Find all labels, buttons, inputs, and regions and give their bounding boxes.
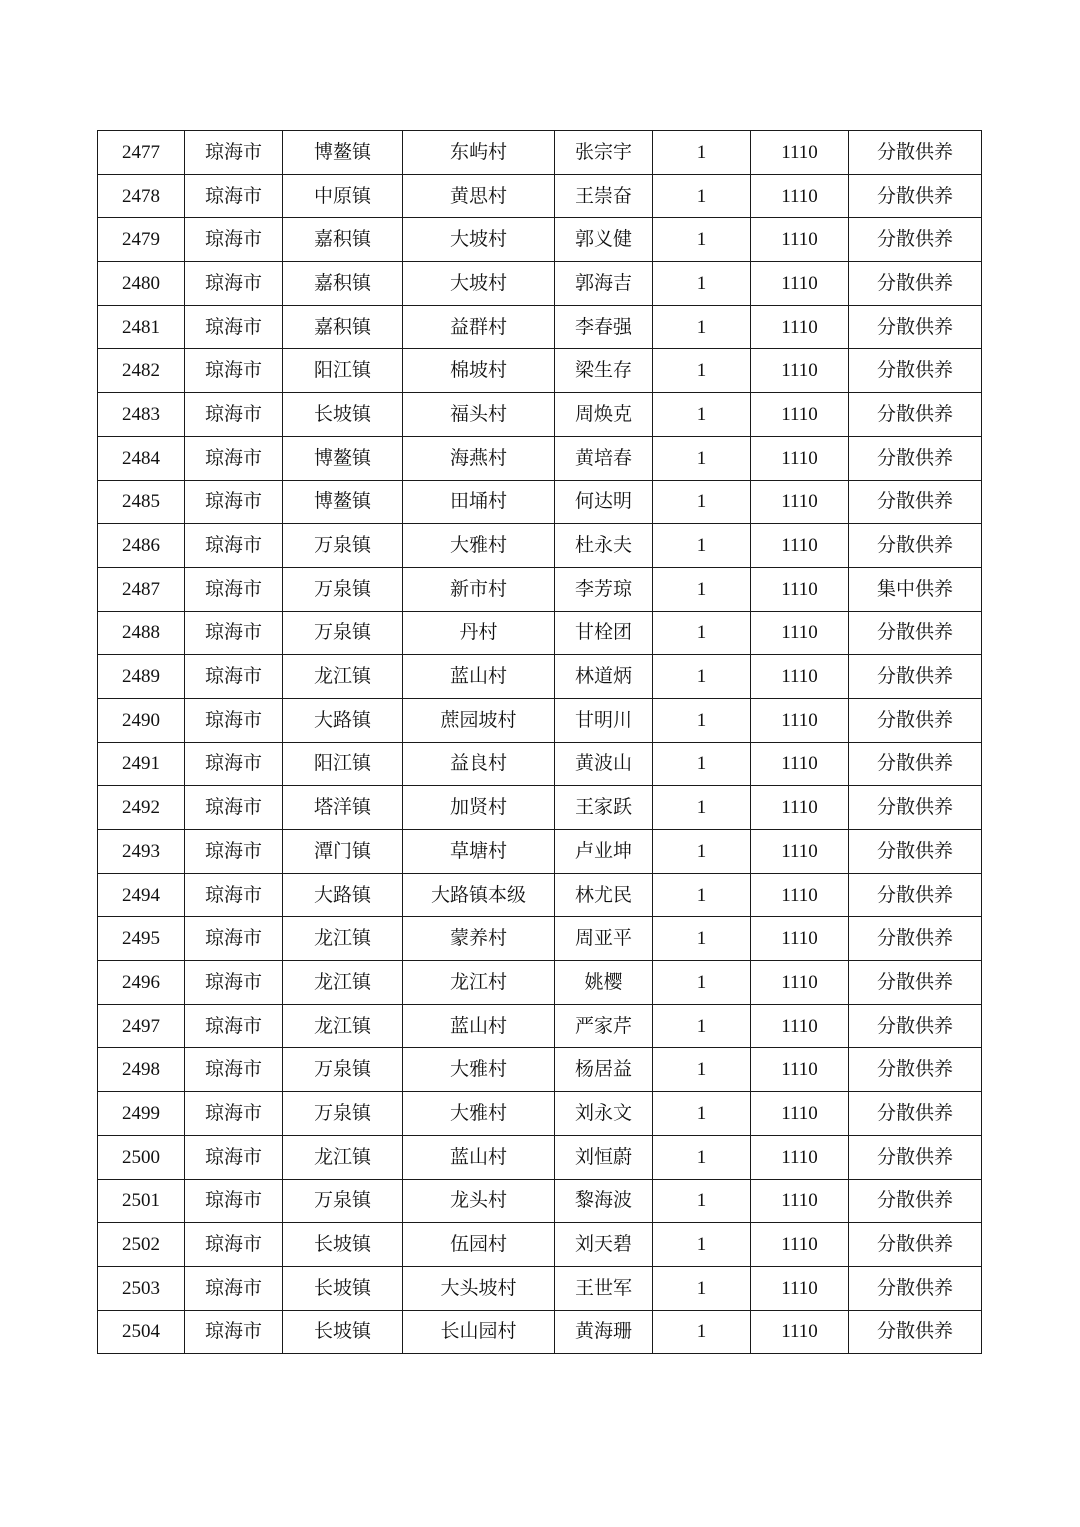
cell-person-name: 甘明川	[555, 698, 653, 742]
cell-city: 琼海市	[185, 917, 283, 961]
cell-city: 琼海市	[185, 131, 283, 175]
table-row	[98, 1092, 982, 1136]
cell-support-type: 分散供养	[849, 830, 982, 874]
cell-serial-number: 2483	[98, 393, 185, 437]
cell-serial-number: 2477	[98, 131, 185, 175]
cell-village: 大路镇本级	[403, 873, 555, 917]
cell-person-name: 严家芹	[555, 1004, 653, 1048]
cell-city: 琼海市	[185, 961, 283, 1005]
cell-village: 大雅村	[403, 1048, 555, 1092]
cell-person-name: 卢业坤	[555, 830, 653, 874]
cell-village: 海燕村	[403, 436, 555, 480]
cell-town: 万泉镇	[283, 1092, 403, 1136]
cell-support-type: 分散供养	[849, 262, 982, 306]
cell-city: 琼海市	[185, 786, 283, 830]
cell-village: 大坡村	[403, 218, 555, 262]
cell-support-type: 分散供养	[849, 1266, 982, 1310]
cell-support-type: 分散供养	[849, 1092, 982, 1136]
cell-village: 丹村	[403, 611, 555, 655]
cell-count: 1	[653, 917, 751, 961]
table-row	[98, 698, 982, 742]
cell-serial-number: 2504	[98, 1310, 185, 1354]
cell-count: 1	[653, 1266, 751, 1310]
cell-city: 琼海市	[185, 1310, 283, 1354]
cell-amount: 1110	[751, 1004, 849, 1048]
cell-count: 1	[653, 524, 751, 568]
cell-amount: 1110	[751, 305, 849, 349]
cell-serial-number: 2493	[98, 830, 185, 874]
cell-serial-number: 2480	[98, 262, 185, 306]
cell-town: 龙江镇	[283, 1135, 403, 1179]
cell-city: 琼海市	[185, 742, 283, 786]
cell-town: 万泉镇	[283, 611, 403, 655]
cell-city: 琼海市	[185, 873, 283, 917]
cell-town: 万泉镇	[283, 1048, 403, 1092]
cell-support-type: 分散供养	[849, 1179, 982, 1223]
cell-city: 琼海市	[185, 830, 283, 874]
cell-amount: 1110	[751, 349, 849, 393]
cell-serial-number: 2494	[98, 873, 185, 917]
cell-count: 1	[653, 698, 751, 742]
table-row	[98, 1179, 982, 1223]
table-row	[98, 611, 982, 655]
cell-support-type: 分散供养	[849, 742, 982, 786]
cell-count: 1	[653, 567, 751, 611]
cell-count: 1	[653, 655, 751, 699]
table-row	[98, 1004, 982, 1048]
cell-person-name: 刘恒蔚	[555, 1135, 653, 1179]
cell-village: 东屿村	[403, 131, 555, 175]
cell-person-name: 刘天碧	[555, 1223, 653, 1267]
cell-person-name: 甘栓团	[555, 611, 653, 655]
cell-city: 琼海市	[185, 1004, 283, 1048]
table-row	[98, 393, 982, 437]
cell-village: 加贤村	[403, 786, 555, 830]
cell-amount: 1110	[751, 961, 849, 1005]
cell-count: 1	[653, 393, 751, 437]
table-row	[98, 1310, 982, 1354]
cell-town: 嘉积镇	[283, 262, 403, 306]
cell-village: 蓝山村	[403, 655, 555, 699]
cell-amount: 1110	[751, 131, 849, 175]
cell-support-type: 分散供养	[849, 349, 982, 393]
cell-town: 龙江镇	[283, 655, 403, 699]
cell-town: 博鳌镇	[283, 480, 403, 524]
cell-support-type: 分散供养	[849, 961, 982, 1005]
cell-town: 万泉镇	[283, 567, 403, 611]
cell-village: 蒙养村	[403, 917, 555, 961]
cell-support-type: 分散供养	[849, 305, 982, 349]
cell-village: 大头坡村	[403, 1266, 555, 1310]
cell-count: 1	[653, 1223, 751, 1267]
cell-count: 1	[653, 961, 751, 1005]
cell-amount: 1110	[751, 567, 849, 611]
cell-support-type: 集中供养	[849, 567, 982, 611]
cell-village: 长山园村	[403, 1310, 555, 1354]
cell-count: 1	[653, 262, 751, 306]
cell-person-name: 郭义健	[555, 218, 653, 262]
table-row	[98, 218, 982, 262]
cell-count: 1	[653, 742, 751, 786]
cell-count: 1	[653, 873, 751, 917]
cell-person-name: 周亚平	[555, 917, 653, 961]
table-row	[98, 655, 982, 699]
cell-support-type: 分散供养	[849, 174, 982, 218]
cell-serial-number: 2491	[98, 742, 185, 786]
cell-serial-number: 2496	[98, 961, 185, 1005]
cell-support-type: 分散供养	[849, 698, 982, 742]
cell-person-name: 黄波山	[555, 742, 653, 786]
cell-support-type: 分散供养	[849, 917, 982, 961]
cell-person-name: 姚樱	[555, 961, 653, 1005]
cell-serial-number: 2487	[98, 567, 185, 611]
cell-city: 琼海市	[185, 1266, 283, 1310]
cell-support-type: 分散供养	[849, 480, 982, 524]
cell-serial-number: 2503	[98, 1266, 185, 1310]
cell-amount: 1110	[751, 436, 849, 480]
cell-serial-number: 2502	[98, 1223, 185, 1267]
cell-person-name: 李芳琼	[555, 567, 653, 611]
table-row	[98, 830, 982, 874]
cell-count: 1	[653, 218, 751, 262]
cell-count: 1	[653, 1135, 751, 1179]
cell-city: 琼海市	[185, 1048, 283, 1092]
cell-count: 1	[653, 1004, 751, 1048]
cell-town: 阳江镇	[283, 742, 403, 786]
cell-serial-number: 2484	[98, 436, 185, 480]
cell-person-name: 杜永夫	[555, 524, 653, 568]
table-row	[98, 480, 982, 524]
cell-count: 1	[653, 1310, 751, 1354]
cell-support-type: 分散供养	[849, 131, 982, 175]
cell-serial-number: 2498	[98, 1048, 185, 1092]
cell-village: 益群村	[403, 305, 555, 349]
cell-person-name: 张宗宇	[555, 131, 653, 175]
cell-amount: 1110	[751, 917, 849, 961]
cell-city: 琼海市	[185, 1179, 283, 1223]
cell-village: 黄思村	[403, 174, 555, 218]
cell-town: 龙江镇	[283, 917, 403, 961]
cell-amount: 1110	[751, 393, 849, 437]
cell-city: 琼海市	[185, 218, 283, 262]
table-row	[98, 1048, 982, 1092]
cell-amount: 1110	[751, 1223, 849, 1267]
roster-table	[97, 130, 982, 1354]
cell-person-name: 王家跃	[555, 786, 653, 830]
cell-person-name: 林尤民	[555, 873, 653, 917]
cell-support-type: 分散供养	[849, 1048, 982, 1092]
cell-count: 1	[653, 786, 751, 830]
cell-town: 万泉镇	[283, 524, 403, 568]
cell-count: 1	[653, 349, 751, 393]
table-row	[98, 961, 982, 1005]
cell-support-type: 分散供养	[849, 1004, 982, 1048]
cell-town: 龙江镇	[283, 1004, 403, 1048]
cell-town: 塔洋镇	[283, 786, 403, 830]
cell-town: 大路镇	[283, 698, 403, 742]
cell-city: 琼海市	[185, 567, 283, 611]
cell-count: 1	[653, 480, 751, 524]
cell-amount: 1110	[751, 830, 849, 874]
cell-count: 1	[653, 611, 751, 655]
cell-person-name: 郭海吉	[555, 262, 653, 306]
cell-city: 琼海市	[185, 611, 283, 655]
cell-town: 长坡镇	[283, 393, 403, 437]
cell-support-type: 分散供养	[849, 1310, 982, 1354]
cell-village: 伍园村	[403, 1223, 555, 1267]
cell-amount: 1110	[751, 698, 849, 742]
cell-serial-number: 2497	[98, 1004, 185, 1048]
cell-city: 琼海市	[185, 262, 283, 306]
cell-village: 福头村	[403, 393, 555, 437]
cell-town: 万泉镇	[283, 1179, 403, 1223]
table-row	[98, 436, 982, 480]
cell-amount: 1110	[751, 218, 849, 262]
cell-serial-number: 2481	[98, 305, 185, 349]
table-row	[98, 131, 982, 175]
cell-village: 蔗园坡村	[403, 698, 555, 742]
cell-city: 琼海市	[185, 480, 283, 524]
cell-city: 琼海市	[185, 655, 283, 699]
cell-person-name: 周焕克	[555, 393, 653, 437]
cell-town: 大路镇	[283, 873, 403, 917]
cell-support-type: 分散供养	[849, 873, 982, 917]
cell-amount: 1110	[751, 262, 849, 306]
cell-town: 博鳌镇	[283, 436, 403, 480]
table-row	[98, 174, 982, 218]
cell-village: 益良村	[403, 742, 555, 786]
cell-city: 琼海市	[185, 698, 283, 742]
cell-village: 新市村	[403, 567, 555, 611]
table-row	[98, 1266, 982, 1310]
cell-serial-number: 2485	[98, 480, 185, 524]
cell-town: 长坡镇	[283, 1266, 403, 1310]
cell-amount: 1110	[751, 1179, 849, 1223]
cell-person-name: 王世军	[555, 1266, 653, 1310]
cell-city: 琼海市	[185, 1135, 283, 1179]
cell-village: 棉坡村	[403, 349, 555, 393]
cell-amount: 1110	[751, 524, 849, 568]
cell-city: 琼海市	[185, 524, 283, 568]
cell-count: 1	[653, 436, 751, 480]
cell-serial-number: 2486	[98, 524, 185, 568]
cell-support-type: 分散供养	[849, 1223, 982, 1267]
cell-amount: 1110	[751, 742, 849, 786]
table-row	[98, 786, 982, 830]
cell-count: 1	[653, 305, 751, 349]
cell-serial-number: 2489	[98, 655, 185, 699]
cell-serial-number: 2500	[98, 1135, 185, 1179]
roster-table-body	[98, 131, 982, 1354]
table-row	[98, 524, 982, 568]
cell-serial-number: 2482	[98, 349, 185, 393]
cell-support-type: 分散供养	[849, 1135, 982, 1179]
cell-amount: 1110	[751, 1310, 849, 1354]
cell-town: 长坡镇	[283, 1310, 403, 1354]
cell-town: 博鳌镇	[283, 131, 403, 175]
cell-town: 嘉积镇	[283, 305, 403, 349]
cell-town: 龙江镇	[283, 961, 403, 1005]
cell-town: 潭门镇	[283, 830, 403, 874]
cell-town: 长坡镇	[283, 1223, 403, 1267]
cell-city: 琼海市	[185, 393, 283, 437]
table-row	[98, 567, 982, 611]
cell-count: 1	[653, 131, 751, 175]
cell-village: 大雅村	[403, 1092, 555, 1136]
cell-serial-number: 2479	[98, 218, 185, 262]
cell-serial-number: 2495	[98, 917, 185, 961]
cell-serial-number: 2488	[98, 611, 185, 655]
cell-village: 龙头村	[403, 1179, 555, 1223]
cell-person-name: 梁生存	[555, 349, 653, 393]
cell-count: 1	[653, 1092, 751, 1136]
table-row	[98, 917, 982, 961]
cell-support-type: 分散供养	[849, 524, 982, 568]
cell-village: 蓝山村	[403, 1004, 555, 1048]
cell-amount: 1110	[751, 1092, 849, 1136]
cell-village: 蓝山村	[403, 1135, 555, 1179]
cell-serial-number: 2499	[98, 1092, 185, 1136]
cell-amount: 1110	[751, 786, 849, 830]
cell-village: 龙江村	[403, 961, 555, 1005]
cell-town: 中原镇	[283, 174, 403, 218]
table-row	[98, 1135, 982, 1179]
cell-amount: 1110	[751, 1135, 849, 1179]
cell-support-type: 分散供养	[849, 786, 982, 830]
cell-support-type: 分散供养	[849, 218, 982, 262]
cell-support-type: 分散供养	[849, 393, 982, 437]
cell-person-name: 何达明	[555, 480, 653, 524]
cell-city: 琼海市	[185, 174, 283, 218]
cell-amount: 1110	[751, 480, 849, 524]
cell-village: 大坡村	[403, 262, 555, 306]
cell-person-name: 杨居益	[555, 1048, 653, 1092]
cell-city: 琼海市	[185, 436, 283, 480]
cell-support-type: 分散供养	[849, 611, 982, 655]
cell-village: 田埇村	[403, 480, 555, 524]
cell-person-name: 黄培春	[555, 436, 653, 480]
table-row	[98, 305, 982, 349]
cell-village: 大雅村	[403, 524, 555, 568]
cell-amount: 1110	[751, 873, 849, 917]
cell-amount: 1110	[751, 1266, 849, 1310]
table-row	[98, 742, 982, 786]
cell-city: 琼海市	[185, 1092, 283, 1136]
cell-town: 嘉积镇	[283, 218, 403, 262]
cell-count: 1	[653, 1048, 751, 1092]
cell-amount: 1110	[751, 174, 849, 218]
cell-person-name: 刘永文	[555, 1092, 653, 1136]
cell-city: 琼海市	[185, 349, 283, 393]
cell-person-name: 黄海珊	[555, 1310, 653, 1354]
cell-village: 草塘村	[403, 830, 555, 874]
cell-serial-number: 2492	[98, 786, 185, 830]
cell-amount: 1110	[751, 1048, 849, 1092]
cell-serial-number: 2490	[98, 698, 185, 742]
cell-city: 琼海市	[185, 305, 283, 349]
cell-person-name: 黎海波	[555, 1179, 653, 1223]
cell-support-type: 分散供养	[849, 655, 982, 699]
cell-count: 1	[653, 1179, 751, 1223]
table-row	[98, 1223, 982, 1267]
cell-person-name: 王崇奋	[555, 174, 653, 218]
cell-count: 1	[653, 830, 751, 874]
table-row	[98, 349, 982, 393]
cell-town: 阳江镇	[283, 349, 403, 393]
cell-amount: 1110	[751, 655, 849, 699]
cell-support-type: 分散供养	[849, 436, 982, 480]
cell-person-name: 林道炳	[555, 655, 653, 699]
cell-city: 琼海市	[185, 1223, 283, 1267]
cell-person-name: 李春强	[555, 305, 653, 349]
cell-serial-number: 2478	[98, 174, 185, 218]
table-row	[98, 262, 982, 306]
table-row	[98, 873, 982, 917]
cell-count: 1	[653, 174, 751, 218]
cell-amount: 1110	[751, 611, 849, 655]
cell-serial-number: 2501	[98, 1179, 185, 1223]
